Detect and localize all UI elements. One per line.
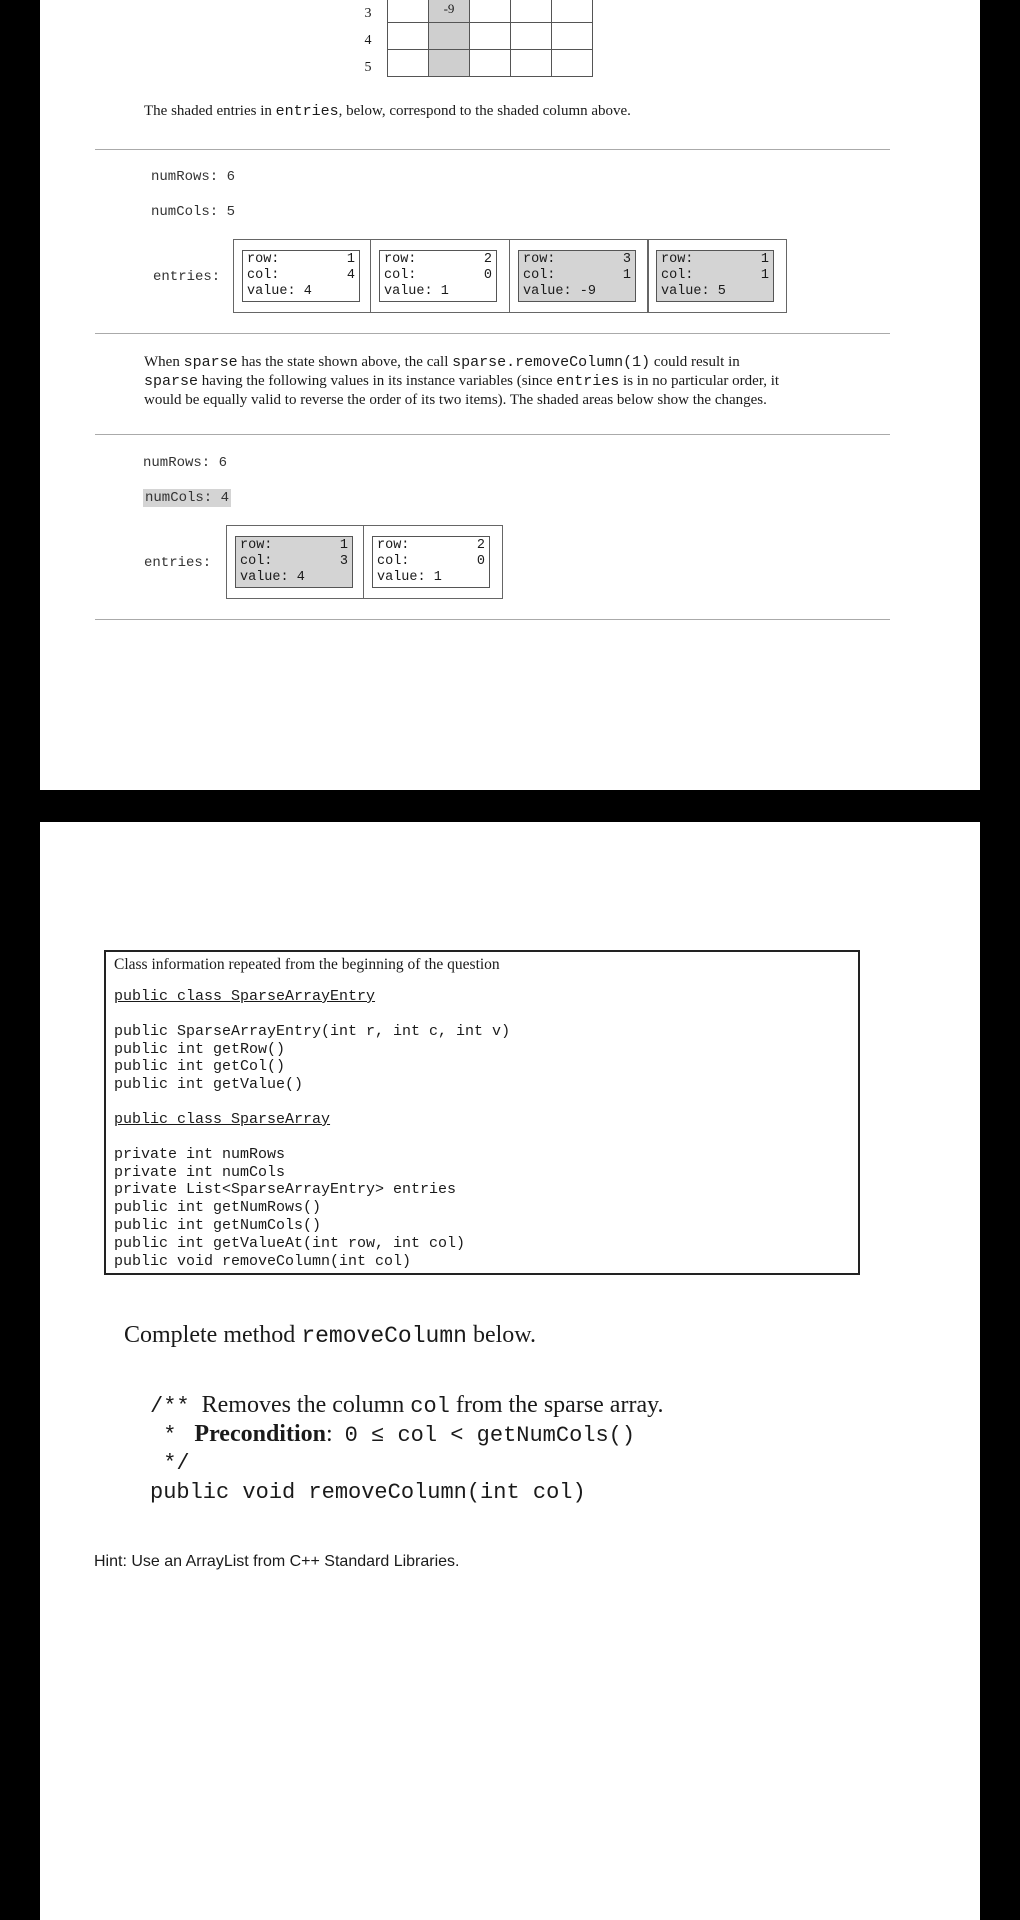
grid-cell (511, 23, 552, 50)
sparse-entry-shaded: row: 1 col: 3 value: 4 (235, 536, 353, 588)
doc-comment-line-1: /** Removes the column col from the sparse array. (150, 1392, 664, 1419)
complete-method-heading: Complete method removeColumn below. (124, 1322, 537, 1349)
explanation-line-3: would be equally valid to reverse the order of its two items). The shaded areas below show the changes. (144, 392, 767, 408)
grid-cell (511, 0, 552, 23)
explanation-line-2: sparse having the following values in its instance variables (since entries is in no particular order, it (144, 373, 780, 390)
grid-cell (388, 23, 429, 50)
num-rows-after: numRows: 6 (143, 455, 228, 471)
doc-comment-line-2: * Precondition: 0 ≤ col < getNumCols() (163, 1421, 636, 1448)
member-line: private int numRows (114, 1145, 286, 1163)
code-entries: entries (275, 103, 339, 120)
sparse-entry: row: 1 col: 4 value: 4 (242, 250, 360, 302)
entry-box-before-2 (370, 239, 510, 313)
class-sparse-array: public class SparseArray (114, 1110, 331, 1128)
doc-comment-line-3: */ (163, 1451, 190, 1476)
grid-row-number: 5 (364, 60, 372, 75)
entries-label-after: entries: (144, 555, 212, 571)
class-info-box (104, 950, 860, 1275)
num-rows-before: numRows: 6 (151, 169, 236, 185)
grid-row-number: 3 (364, 6, 372, 21)
member-line: public int getNumRows() (114, 1199, 322, 1217)
explanation-line-1: When sparse has the state shown above, the call sparse.removeColumn(1) could result in (144, 354, 740, 371)
shaded-caption: The shaded entries in entries, below, correspond to the shaded column above. (144, 103, 631, 120)
num-cols-after (143, 490, 231, 506)
sparse-entry: row: 2 col: 0 value: 1 (379, 250, 497, 302)
divider (95, 149, 890, 150)
method-line: public int getValue() (114, 1076, 304, 1094)
entry-box-before-1 (233, 239, 371, 313)
num-cols-before: numCols: 5 (151, 204, 236, 220)
grid-row-number: 4 (364, 33, 372, 48)
grid-cell (552, 0, 593, 23)
num-cols-highlight: numCols: 4 (145, 490, 230, 506)
grid-cell (470, 0, 511, 23)
entry-box-after-2 (363, 525, 503, 599)
sparse-grid-fragment (387, 0, 593, 77)
member-line: private List<SparseArrayEntry> entries (114, 1181, 457, 1199)
grid-cell (552, 50, 593, 77)
entry-box-before-3 (509, 239, 649, 313)
class-sparse-array-entry: public class SparseArrayEntry (114, 988, 376, 1005)
method-signature: public void removeColumn(int col) (150, 1480, 586, 1505)
grid-cell (388, 0, 429, 23)
grid-cell-shaded: -9 (429, 0, 470, 23)
sparse-entry-shaded: row: 3 col: 1 value: -9 (518, 250, 636, 302)
method-line: public int getRow() (114, 1040, 286, 1058)
sparse-entry-shaded: row: 1 col: 1 value: 5 (656, 250, 774, 302)
grid-cell (470, 23, 511, 50)
sparse-entry: row: 2 col: 0 value: 1 (372, 536, 490, 588)
class-info-title: Class information repeated from the beginning of the question (114, 956, 500, 973)
page-top (40, 0, 980, 790)
entry-box-before-4 (647, 239, 787, 313)
divider (95, 619, 890, 620)
grid-cell-shaded (429, 23, 470, 50)
grid-cell (552, 23, 593, 50)
page-bottom (40, 822, 980, 1920)
method-line: public int getCol() (114, 1058, 286, 1076)
divider (95, 333, 890, 334)
member-line: public int getNumCols() (114, 1216, 322, 1234)
divider (95, 434, 890, 435)
member-line: private int numCols (114, 1163, 286, 1181)
entries-label-before: entries: (153, 269, 221, 285)
grid-cell (511, 50, 552, 77)
grid-cell (470, 50, 511, 77)
member-line: public int getValueAt(int row, int col) (114, 1234, 466, 1252)
entry-box-after-1 (226, 525, 364, 599)
member-line: public void removeColumn(int col) (114, 1252, 412, 1270)
method-line: public SparseArrayEntry(int r, int c, int v) (114, 1022, 511, 1040)
hint-text: Hint: Use an ArrayList from C++ Standard Libraries. (94, 1553, 460, 1570)
grid-cell-shaded (429, 50, 470, 77)
grid-cell (388, 50, 429, 77)
